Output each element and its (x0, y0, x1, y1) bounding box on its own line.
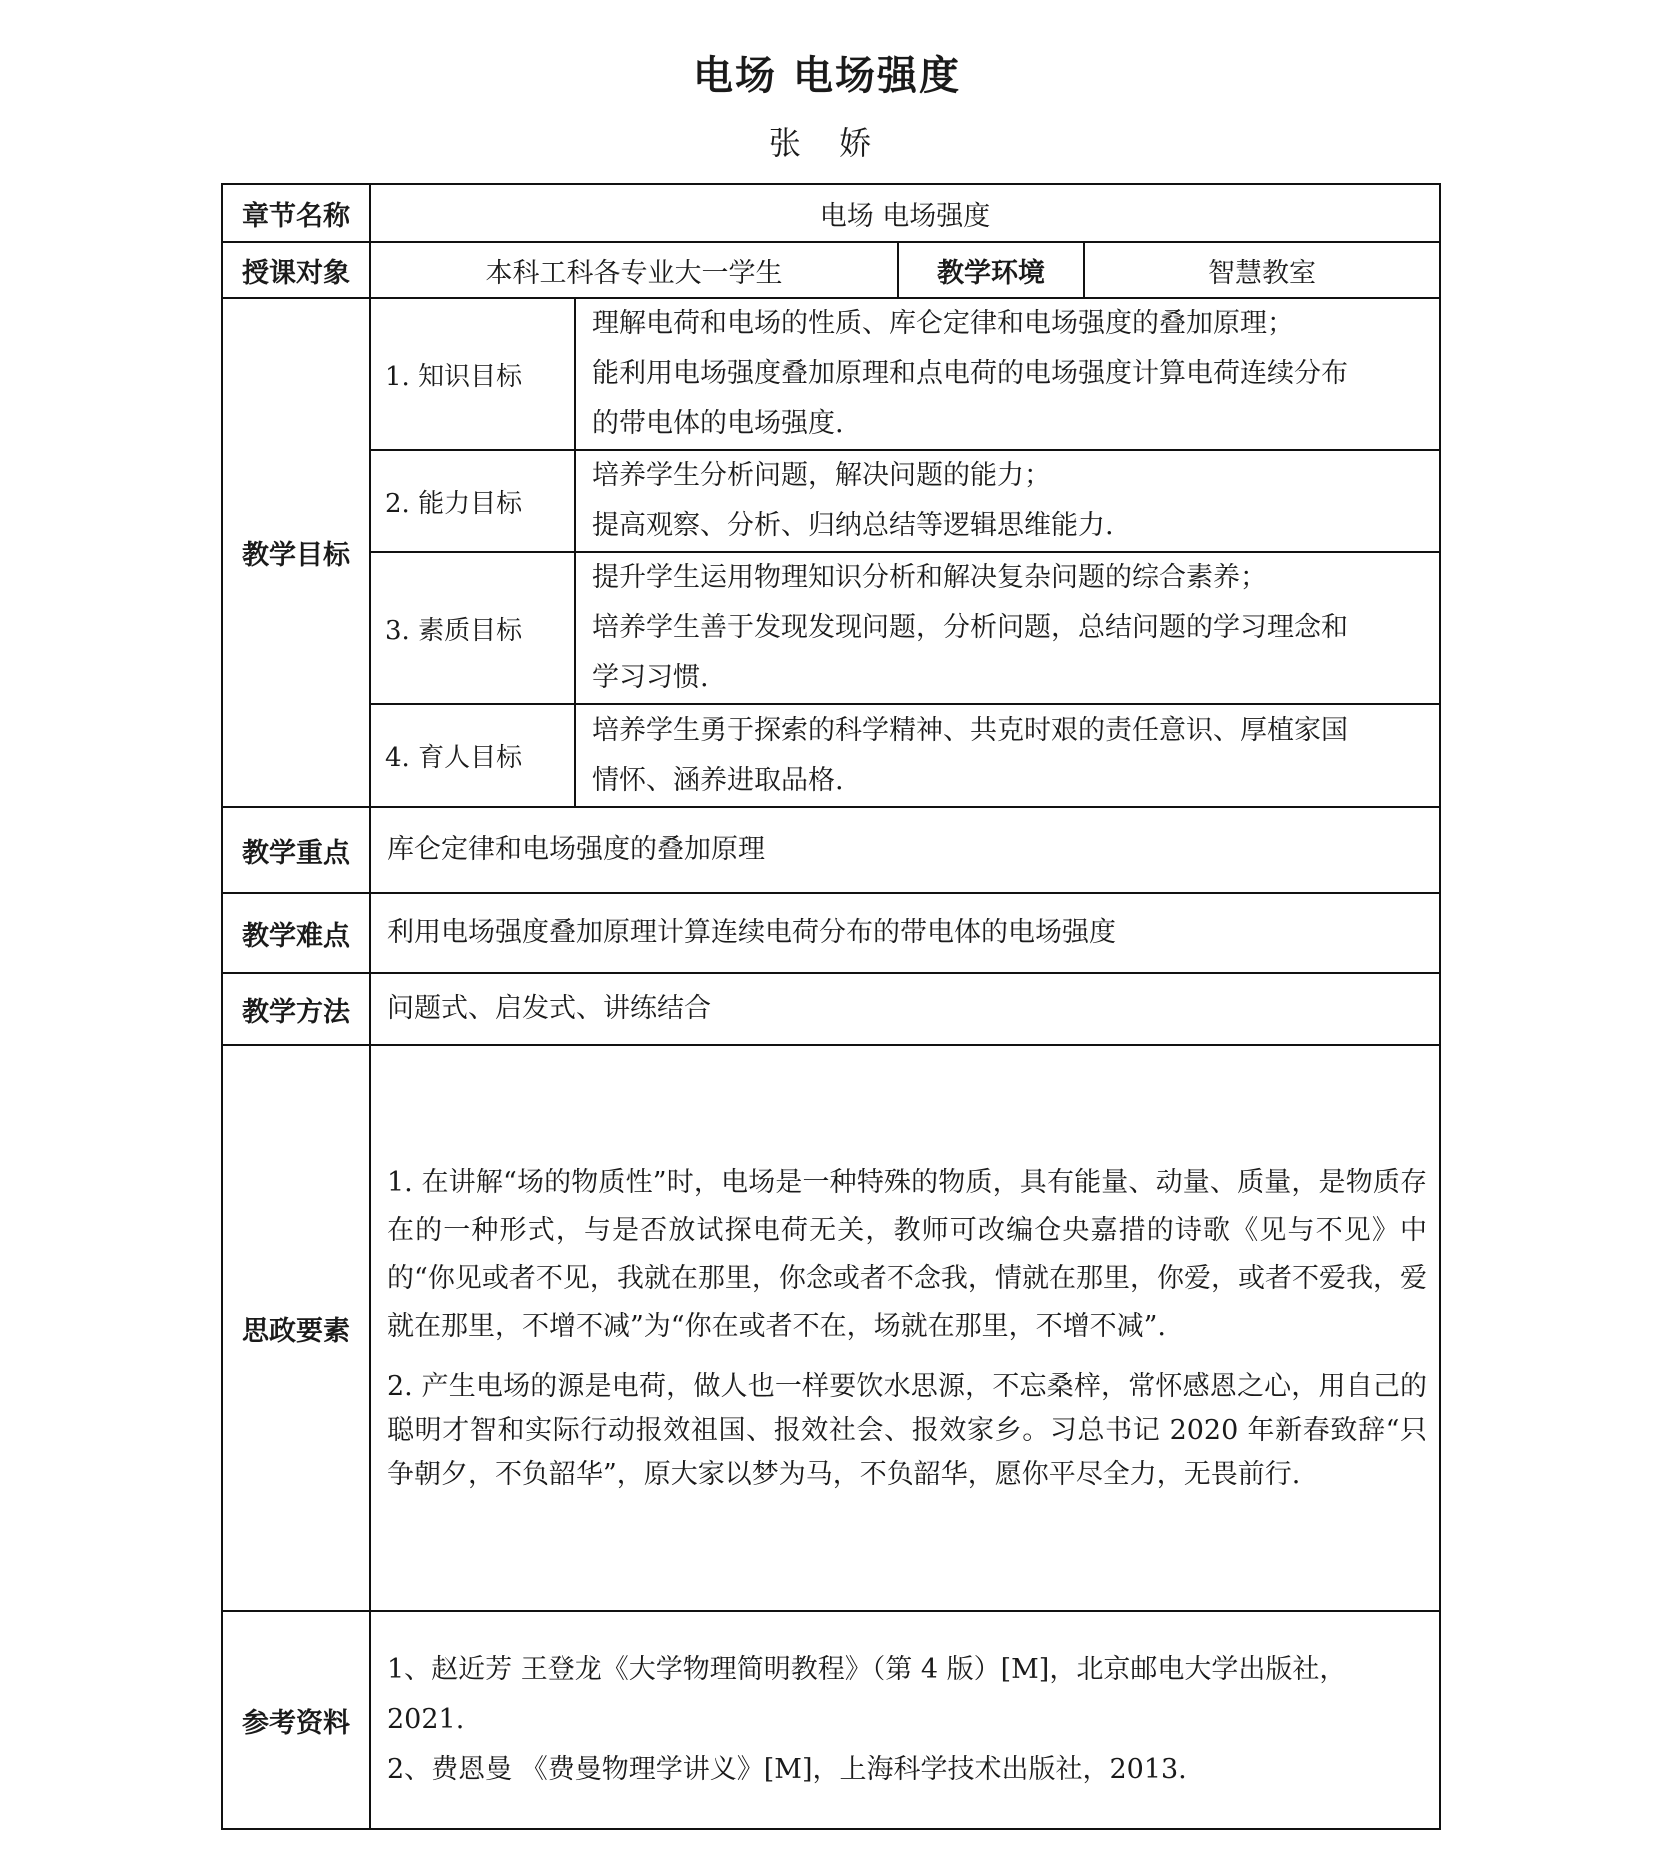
difficulties-label: 教学难点 (222, 893, 370, 973)
author-name: 张 娇 (768, 124, 886, 162)
row-references (222, 1611, 1440, 1829)
objectives-label: 教学目标 (222, 298, 370, 807)
objective-name: 1. 知识目标 (370, 298, 575, 450)
page-title: 电场 电场强度 (693, 53, 961, 99)
row-key-points (222, 807, 1440, 893)
chapter-value: 电场 电场强度 (370, 184, 1440, 242)
ideology-paragraph: 1. 在讲解“场的物质性”时，电场是一种特殊的物质，具有能量、动量、质量，是物质存在的一种形式，与是否放试探电荷无关，教师可改编仓央嘉措的诗歌《见与不见》中的“你见或者不见，我就在那里，你念或者不念我，情就在那里，你爱，或者不爱我，爱就在那里，不增不减”为“你在或者不在，场就在那里，不增不减”. (387, 1167, 1428, 1342)
references-label: 参考资料 (222, 1611, 370, 1829)
row-audience (222, 242, 1440, 298)
difficulties-value: 利用电场强度叠加原理计算连续电荷分布的带电体的电场强度 (370, 893, 1440, 973)
objective-line: 情怀、涵养进取品格. (592, 764, 844, 796)
row-objective-knowledge (222, 298, 1440, 450)
objective-line: 提高观察、分析、归纳总结等逻辑思维能力. (592, 510, 1114, 541)
objective-line: 培养学生勇于探索的科学精神、共克时艰的责任意识、厚植家国 (592, 714, 1348, 746)
objective-line: 培养学生善于发现发现问题，分析问题，总结问题的学习理念和 (592, 612, 1348, 643)
chapter-label: 章节名称 (222, 184, 370, 242)
objective-name: 2. 能力目标 (370, 450, 575, 552)
row-objective-ability (222, 450, 1440, 552)
reference-line: 2021. (387, 1704, 465, 1735)
objective-description (575, 298, 1440, 450)
reference-line: 2、费恩曼 《费曼物理学讲义》[M]，上海科学技术出版社，2013. (387, 1754, 1187, 1785)
objective-line: 的带电体的电场强度. (592, 408, 844, 439)
key-points-label: 教学重点 (222, 807, 370, 893)
row-objective-education (222, 704, 1440, 807)
objective-line: 提升学生运用物理知识分析和解决复杂问题的综合素养； (592, 562, 1267, 593)
audience-label: 授课对象 (222, 242, 370, 298)
environment-value: 智慧教室 (1084, 242, 1440, 298)
methods-label: 教学方法 (222, 973, 370, 1045)
row-objective-quality (222, 552, 1440, 704)
objective-line: 培养学生分析问题，解决问题的能力； (592, 460, 1051, 491)
methods-value: 问题式、启发式、讲练结合 (370, 973, 1440, 1045)
objective-line: 学习习惯. (592, 662, 709, 693)
objective-description (575, 552, 1440, 704)
objective-name: 3. 素质目标 (370, 552, 575, 704)
key-points-value: 库仑定律和电场强度的叠加原理 (370, 807, 1440, 893)
objective-name: 4. 育人目标 (370, 704, 575, 807)
row-difficulties (222, 893, 1440, 973)
row-ideology (222, 1045, 1440, 1611)
row-chapter (222, 184, 1440, 242)
objective-description (575, 450, 1440, 552)
references-content (370, 1611, 1440, 1829)
objective-line: 理解电荷和电场的性质、库仑定律和电场强度的叠加原理； (592, 308, 1294, 339)
audience-value: 本科工科各专业大一学生 (370, 242, 898, 298)
ideology-content (370, 1045, 1440, 1611)
environment-label: 教学环境 (898, 242, 1084, 298)
objective-line: 能利用电场强度叠加原理和点电荷的电场强度计算电荷连续分布 (592, 358, 1348, 389)
ideology-paragraph: 2. 产生电场的源是电荷，做人也一样要饮水思源，不忘桑梓，常怀感恩之心，用自己的聪明才智和实际行动报效祖国、报效社会、报效家乡。习总书记 2020 年新春致辞“只争朝夕，不负韶华”，原大家以梦为马，不负韶华，愿你平尽全力，无畏前行. (387, 1371, 1428, 1490)
objective-description (575, 704, 1440, 807)
reference-line: 1、赵近芳 王登龙《大学物理简明教程》（第 4 版）[M]，北京邮电大学出版社， (387, 1654, 1347, 1685)
ideology-label: 思政要素 (222, 1045, 370, 1611)
lesson-plan-table (221, 183, 1441, 1830)
row-methods (222, 973, 1440, 1045)
